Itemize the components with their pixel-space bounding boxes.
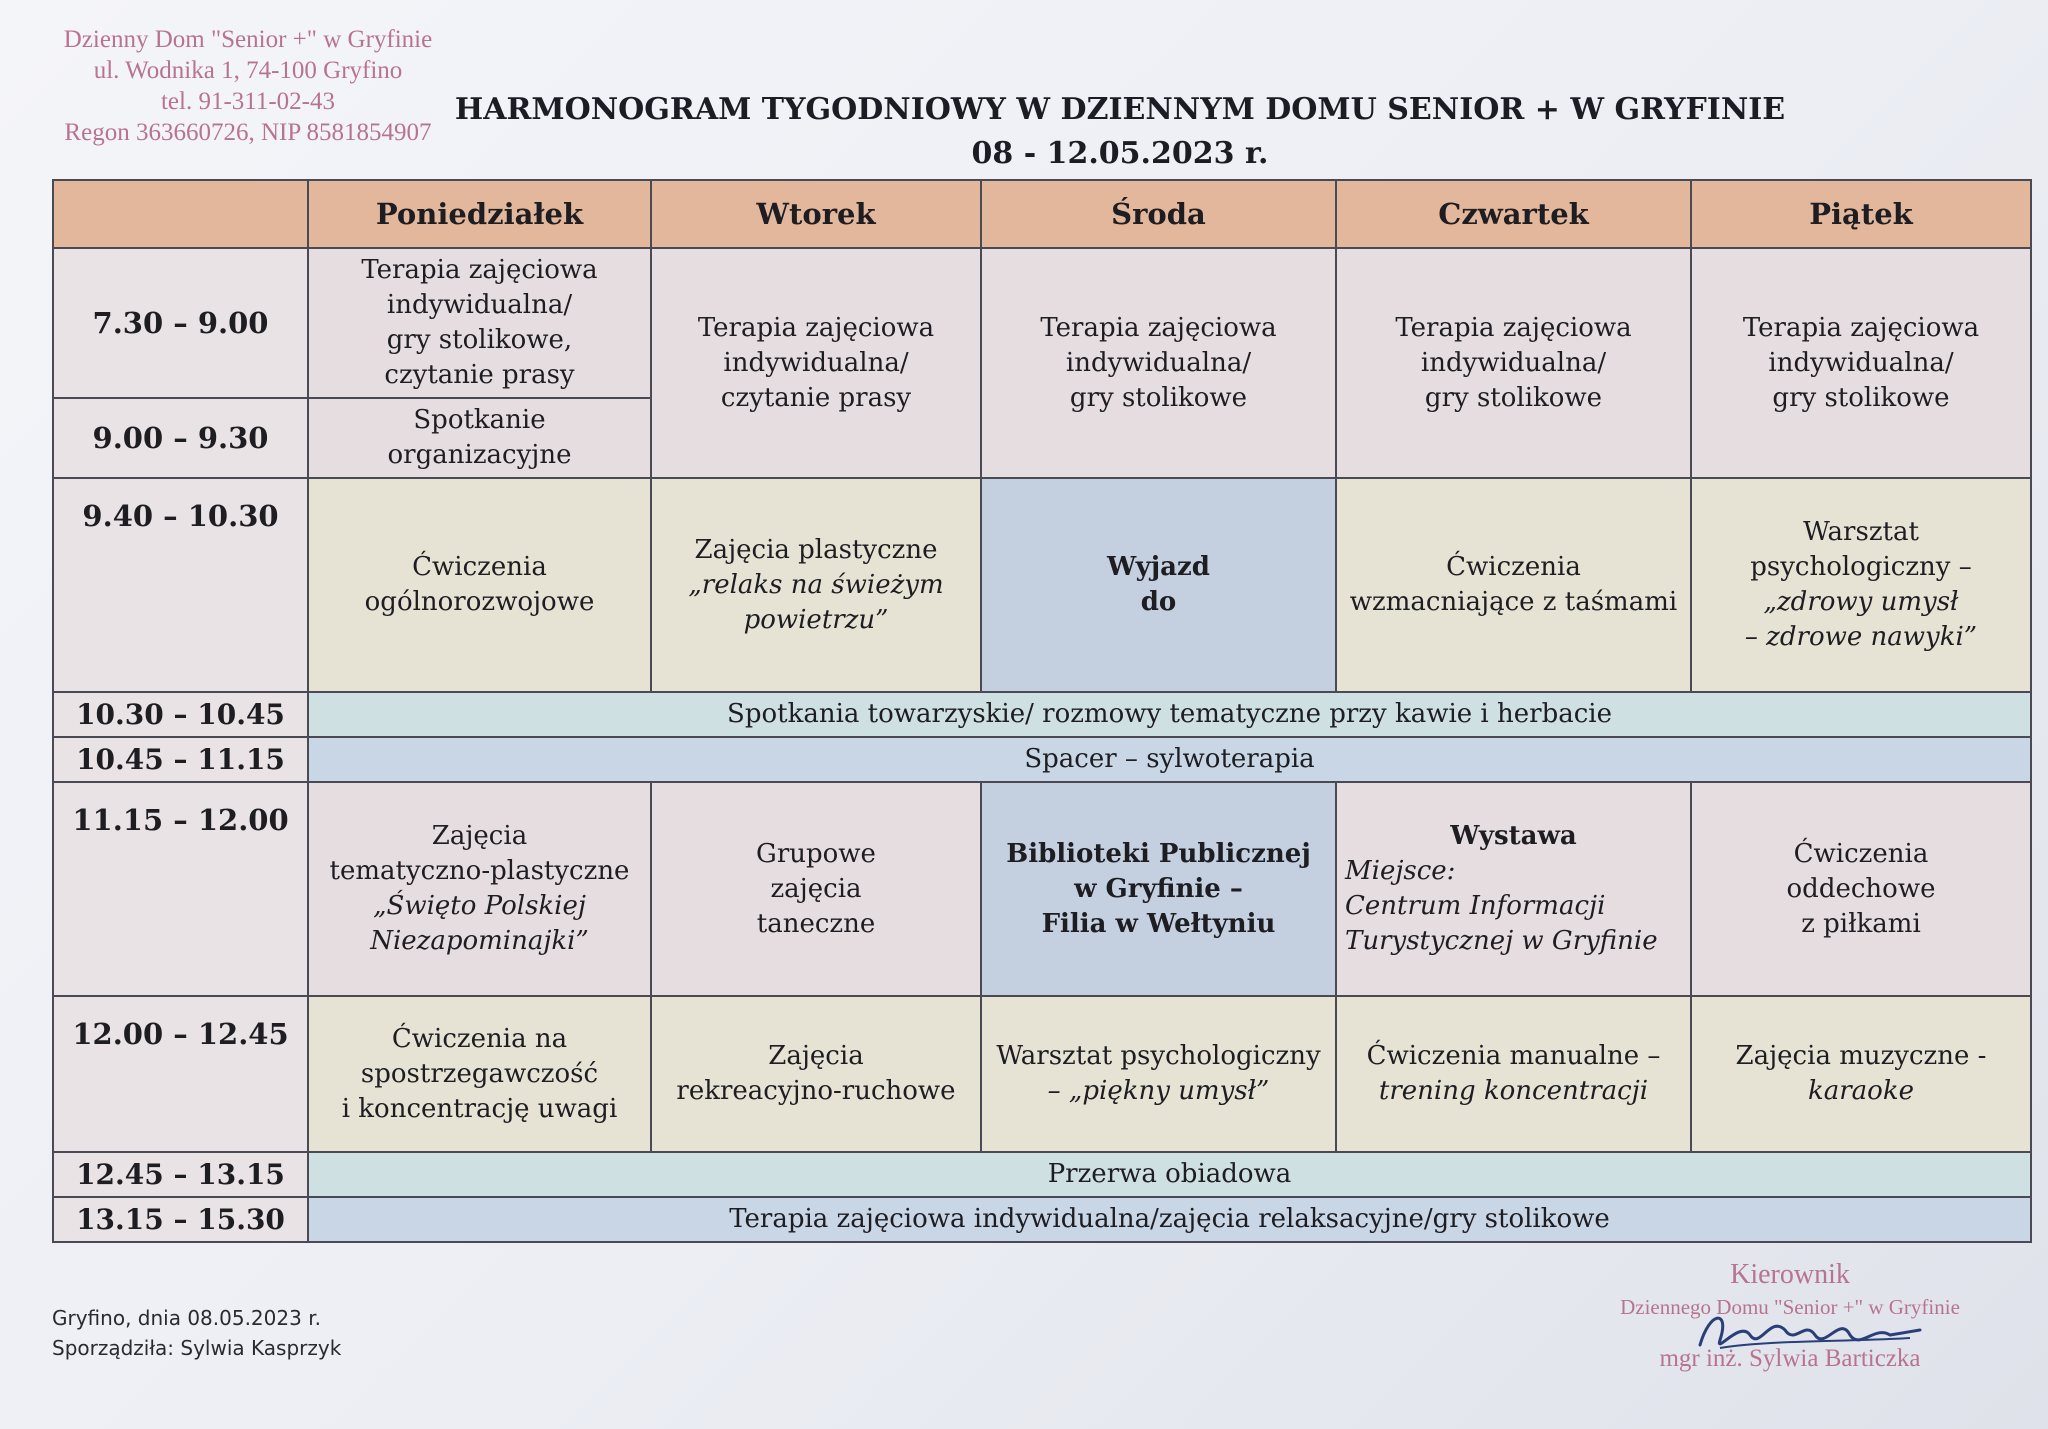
cell-wed-7 [981, 996, 1336, 1152]
cell-line: Ćwiczenia na [391, 1023, 568, 1054]
cell-line: z piłkami [1801, 908, 1921, 939]
cell-line: organizacyjne [387, 440, 572, 470]
table-row [53, 737, 2031, 782]
cell-line: Zajęcia plastyczne [694, 534, 938, 565]
table-row [53, 692, 2031, 737]
cell-line: Warsztat psychologiczny [996, 1041, 1321, 1071]
header-corner [53, 180, 308, 248]
cell-line: Ćwiczenia [1793, 838, 1929, 869]
cell-span-lunch: Przerwa obiadowa [308, 1152, 2031, 1197]
cell-line: gry stolikowe [1424, 382, 1603, 413]
cell-line: trening koncentracji [1378, 1076, 1649, 1106]
cell-fri-3 [1691, 478, 2031, 692]
cell-line: i koncentrację uwagi [341, 1093, 618, 1124]
cell-line: indywidualna/ [1065, 347, 1252, 378]
cell-line: psychologiczny – [1750, 552, 1972, 582]
cell-line: indywidualna/ [386, 290, 573, 320]
cell-fri-1 [1691, 248, 2031, 478]
cell-line: Warsztat [1803, 517, 1919, 547]
cell-line: w Gryfinie – [1074, 873, 1243, 904]
cell-mon-7 [308, 996, 651, 1152]
cell-line: Filia w Wełtyniu [1041, 908, 1276, 939]
cell-tue-7 [651, 996, 981, 1152]
day-header-friday: Piątek [1691, 180, 2031, 248]
cell-tue-1 [651, 248, 981, 478]
cell-line: gry stolikowe, [386, 325, 573, 355]
cell-thu-6 [1336, 782, 1691, 996]
cell-line: „Święto Polskiej [373, 891, 586, 921]
cell-line: oddechowe [1786, 873, 1936, 904]
cell-line: „relaks na świeżym [688, 569, 944, 600]
cell-mon-6 [308, 782, 651, 996]
cell-tue-6 [651, 782, 981, 996]
signature-icon [1690, 1300, 1930, 1370]
cell-line: Zajęcia [768, 1041, 864, 1071]
cell-line: karaoke [1808, 1076, 1914, 1106]
time-slot: 12.45 – 13.15 [53, 1152, 308, 1197]
cell-line: Terapia zajęciowa [1040, 312, 1277, 343]
cell-thu-1 [1336, 248, 1691, 478]
day-header-monday: Poniedziałek [308, 180, 651, 248]
institution-stamp [58, 24, 438, 148]
cell-line: Grupowe [756, 838, 876, 869]
cell-line: Wyjazd [1107, 552, 1210, 582]
time-slot: 13.15 – 15.30 [53, 1197, 308, 1242]
cell-mon-2 [308, 398, 651, 478]
time-slot: 7.30 – 9.00 [53, 248, 308, 398]
time-slot: 10.45 – 11.15 [53, 737, 308, 782]
title-dates: 08 - 12.05.2023 r. [971, 136, 1269, 171]
stamp-line-phone: tel. 91-311-02-43 [160, 88, 336, 115]
page-title [400, 88, 1840, 176]
cell-line: Terapia zajęciowa [697, 312, 935, 343]
cell-span-coffee: Spotkania towarzyskie/ rozmowy tematyczne przy kawie i herbacie [308, 692, 2031, 737]
cell-line: Ćwiczenia [1446, 552, 1581, 582]
cell-line: gry stolikowe [1772, 382, 1950, 413]
cell-span-therapy: Terapia zajęciowa indywidualna/zajęcia relaksacyjne/gry stolikowe [308, 1197, 2031, 1242]
cell-line: Terapia zajęciowa [1742, 312, 1980, 343]
cell-line: spostrzegawczość [360, 1058, 599, 1089]
stamp-org: Dziennego Domu "Senior +" w Gryfinie [1620, 1295, 1960, 1319]
time-slot: 10.30 – 10.45 [53, 692, 308, 737]
stamp-line-regon: Regon 363660726, NIP 8581854907 [64, 119, 432, 146]
stamp-name: mgr inż. Sylwia Barticzka [1659, 1345, 1921, 1372]
cell-wed-6 [981, 782, 1336, 996]
stamp-line-address: ul. Wodnika 1, 74-100 Gryfino [93, 57, 403, 84]
cell-fri-7 [1691, 996, 2031, 1152]
cell-line: Ćwiczenia manualne – [1366, 1041, 1661, 1071]
cell-line: indywidualna/ [1768, 347, 1954, 378]
table-row [53, 996, 2031, 1152]
cell-line: – zdrowe nawyki” [1744, 622, 1978, 652]
cell-line: indywidualna/ [1420, 347, 1607, 378]
cell-tue-3 [651, 478, 981, 692]
cell-line: zajęcia [770, 873, 862, 904]
cell-line: ogólnorozwojowe [364, 587, 595, 617]
day-header-thursday: Czwartek [1336, 180, 1691, 248]
cell-line: Miejsce: [1345, 856, 1456, 886]
table-row [53, 248, 2031, 398]
cell-mon-3 [308, 478, 651, 692]
cell-line: Zajęcia muzyczne - [1735, 1041, 1987, 1071]
cell-line: Wystawa [1450, 821, 1577, 851]
stamp-title: Kierownik [1730, 1259, 1850, 1290]
cell-line: Ćwiczenia [412, 552, 547, 582]
cell-thu-7 [1336, 996, 1691, 1152]
stamp-line-name: Dzienny Dom "Senior +" w Gryfinie [63, 26, 433, 53]
cell-line: tematyczno-plastyczne [329, 856, 630, 886]
table-row [53, 1152, 2031, 1197]
cell-line: gry stolikowe [1069, 382, 1248, 413]
cell-span-walk: Spacer – sylwoterapia [308, 737, 2031, 782]
cell-mon-1 [308, 248, 651, 398]
day-header-tuesday: Wtorek [651, 180, 981, 248]
cell-line: Zajęcia [431, 821, 528, 851]
cell-line: powietrzu” [743, 604, 889, 635]
table-row [53, 478, 2031, 692]
footer-info [52, 1303, 341, 1363]
cell-line: czytanie prasy [384, 360, 575, 390]
footer-author: Sporządziła: Sylwia Kasprzyk [52, 1336, 342, 1360]
cell-line: Centrum Informacji [1345, 891, 1606, 921]
time-slot: 12.00 – 12.45 [53, 996, 308, 1152]
cell-line: „zdrowy umysł [1763, 587, 1959, 617]
table-row [53, 1197, 2031, 1242]
cell-line: do [1140, 587, 1177, 617]
cell-line: – „piękny umysł” [1047, 1076, 1270, 1106]
day-header-wednesday: Środa [981, 180, 1336, 248]
cell-thu-3 [1336, 478, 1691, 692]
title-main: HARMONOGRAM TYGODNIOWY W DZIENNYM DOMU SENIOR + W GRYFINIE [454, 92, 1786, 127]
cell-line: Terapia zajęciowa [361, 255, 598, 285]
cell-fri-6 [1691, 782, 2031, 996]
header-row [53, 180, 2031, 248]
time-slot: 9.00 – 9.30 [53, 398, 308, 478]
cell-line: Spotkanie [413, 405, 546, 435]
time-slot: 11.15 – 12.00 [53, 782, 308, 996]
cell-line: taneczne [756, 908, 876, 939]
cell-line: Biblioteki Publicznej [1006, 838, 1311, 869]
cell-line: Niezapominajki” [370, 926, 589, 956]
cell-line: Terapia zajęciowa [1395, 312, 1632, 343]
cell-line: czytanie prasy [720, 382, 912, 413]
table-row [53, 782, 2031, 996]
footer-date: Gryfino, dnia 08.05.2023 r. [52, 1306, 321, 1330]
cell-line: rekreacyjno-ruchowe [676, 1076, 956, 1106]
cell-line: indywidualna/ [723, 347, 909, 378]
schedule-table [52, 179, 2032, 1243]
cell-line: Turystycznej w Gryfinie [1345, 926, 1658, 956]
cell-wed-1 [981, 248, 1336, 478]
cell-line: wzmacniające z taśmami [1349, 587, 1678, 617]
time-slot: 9.40 – 10.30 [53, 478, 308, 692]
cell-wed-3 [981, 478, 1336, 692]
